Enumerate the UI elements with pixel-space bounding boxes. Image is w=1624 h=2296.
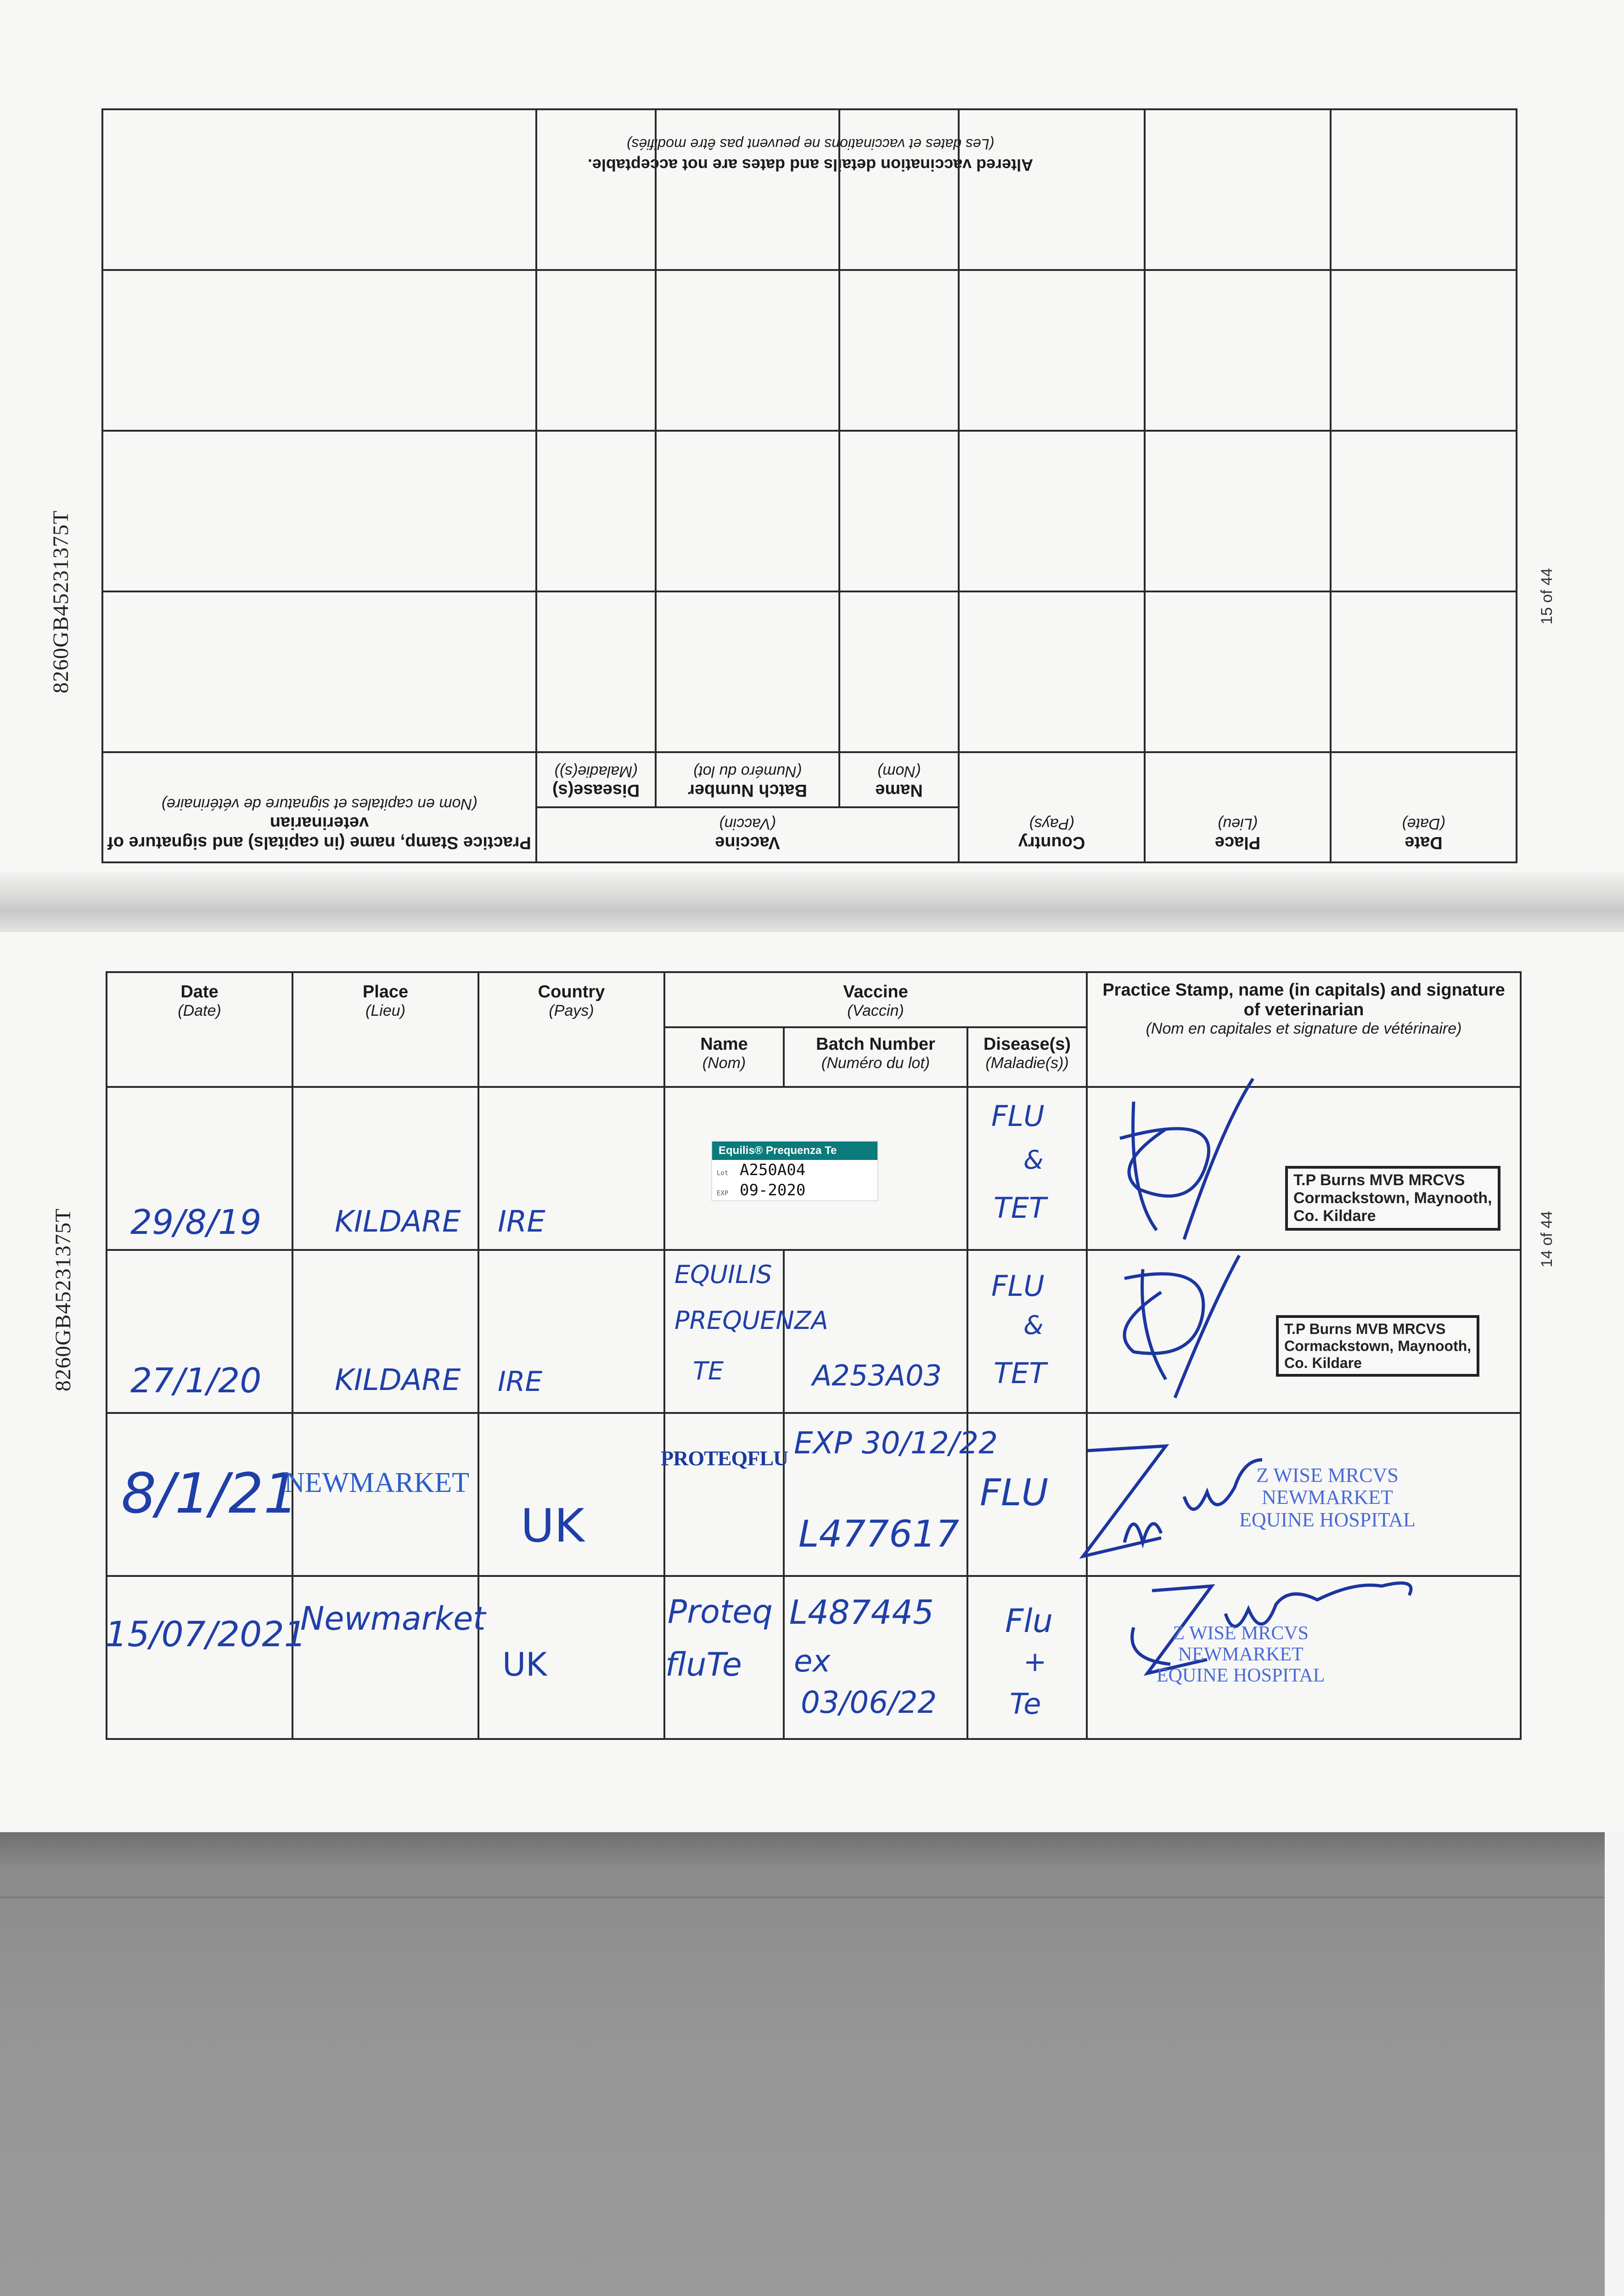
row3-batch-exp: EXP 30/12/22: [794, 1425, 998, 1461]
table-row: [107, 1087, 1521, 1250]
row3-vaccine-name: PROTEQFLU: [661, 1446, 788, 1470]
row2-vaccine-name-1: EQUILIS: [674, 1260, 772, 1289]
row2-disease-1: FLU: [991, 1269, 1045, 1303]
header-disease: Disease(s) (Maladie(s)): [967, 1027, 1087, 1087]
practice-stamp: T.P Burns MVB MRCVS Cormackstown, Maynooth, Co. Kildare: [1285, 1166, 1500, 1231]
row4-batch-exp-2: 03/06/22: [801, 1685, 937, 1720]
row4-vaccine-name-1: Proteq: [668, 1593, 773, 1631]
row4-country: UK: [502, 1646, 547, 1683]
upper-header-stamp: Practice Stamp, name (in capitals) and signature of veterinarian (Nom en capitales et signature de vétérinaire): [102, 752, 536, 862]
row1-disease-sep: &: [1023, 1145, 1044, 1175]
header-date: Date (Date): [107, 972, 292, 1087]
row3-date: 8/1/21: [121, 1462, 299, 1526]
veterinarian-signature: [1101, 1242, 1294, 1416]
scanner-background: [0, 1832, 1624, 2296]
header-batch: Batch Number (Numéro du lot): [784, 1027, 967, 1087]
row2-date: 27/1/20: [130, 1361, 262, 1401]
table-row: [107, 1413, 1521, 1576]
page-number-lower: 14 of 44: [1538, 1211, 1556, 1267]
row2-vaccine-name-3: TE: [693, 1356, 724, 1385]
row4-date: 15/07/2021: [105, 1614, 307, 1654]
row2-disease-2: TET: [994, 1356, 1046, 1390]
row4-place: Newmarket: [300, 1600, 486, 1638]
row1-place: KILDARE: [335, 1205, 461, 1239]
vaccine-batch-sticker: Equilis® Prequenza Te Lot A250A04 EXP 09-2020: [711, 1141, 878, 1201]
passport-id-lower: 8260GB45231375T: [51, 1208, 75, 1391]
veterinarian-signature: [1101, 1074, 1294, 1258]
vaccination-record-table: [106, 971, 1520, 1738]
row2-place: KILDARE: [335, 1363, 461, 1397]
row4-disease-1: Flu: [1005, 1602, 1053, 1640]
page-number-upper: 15 of 44: [1538, 568, 1556, 625]
practice-stamp: Z WISE MRCVS NEWMARKET EQUINE HOSPITAL: [1239, 1464, 1416, 1531]
row4-vaccine-name-2: fluTe: [665, 1646, 742, 1683]
table-row: [107, 1576, 1521, 1739]
row2-batch: A253A03: [812, 1359, 942, 1392]
header-stamp: Practice Stamp, name (in capitals) and signature of veterinarian (Nom en capitales et signature de vétérinaire): [1087, 972, 1521, 1087]
header-country: Country (Pays): [478, 972, 664, 1087]
row3-place: NEWMARKET: [284, 1467, 469, 1498]
row2-country: IRE: [498, 1366, 543, 1398]
passport-id-upper: 8260GB45231375T: [49, 510, 73, 693]
upper-header-place: Place (Lieu): [1145, 752, 1331, 862]
header-place: Place (Lieu): [292, 972, 478, 1087]
upper-header-batch: Batch Number (Numéro du lot): [656, 752, 839, 807]
row1-date: 29/8/19: [130, 1203, 262, 1242]
practice-stamp: Z WISE MRCVS NEWMARKET EQUINE HOSPITAL: [1157, 1623, 1325, 1687]
row4-batch-exp-1: ex: [794, 1643, 831, 1679]
table-row: [107, 1250, 1521, 1413]
row1-disease-1: FLU: [991, 1099, 1045, 1133]
header-name: Name (Nom): [664, 1027, 784, 1087]
page-gutter: [0, 872, 1624, 941]
row4-disease-2: Te: [1010, 1687, 1041, 1721]
practice-stamp: T.P Burns MVB MRCVS Cormackstown, Maynooth, Co. Kildare: [1276, 1315, 1479, 1377]
row1-disease-2: TET: [994, 1191, 1046, 1225]
row1-country: IRE: [498, 1205, 545, 1239]
upper-header-name: Name (Nom): [839, 752, 959, 807]
upper-header-vaccine: Vaccine (Vaccin): [536, 807, 959, 862]
row2-vaccine-name-2: PREQUENZA: [674, 1306, 828, 1335]
upper-header-country: Country (Pays): [959, 752, 1145, 862]
row4-batch: L487445: [789, 1593, 934, 1632]
row2-disease-sep: &: [1023, 1311, 1044, 1340]
upper-empty-vaccination-table: [103, 76, 1517, 863]
row3-batch: L477617: [798, 1513, 959, 1555]
row3-country: UK: [521, 1499, 584, 1553]
altered-notice: Altered vaccination details and dates are not acceptable. (Les dates et vaccinations ne peuvent pas être modifiés): [587, 136, 1034, 174]
row3-disease: FLU: [980, 1471, 1049, 1514]
upper-header-date: Date (Date): [1331, 752, 1517, 862]
upper-header-disease: Disease(s) (Maladie(s)): [536, 752, 656, 807]
row4-disease-sep: +: [1023, 1646, 1047, 1678]
header-vaccine: Vaccine (Vaccin): [664, 972, 1087, 1027]
